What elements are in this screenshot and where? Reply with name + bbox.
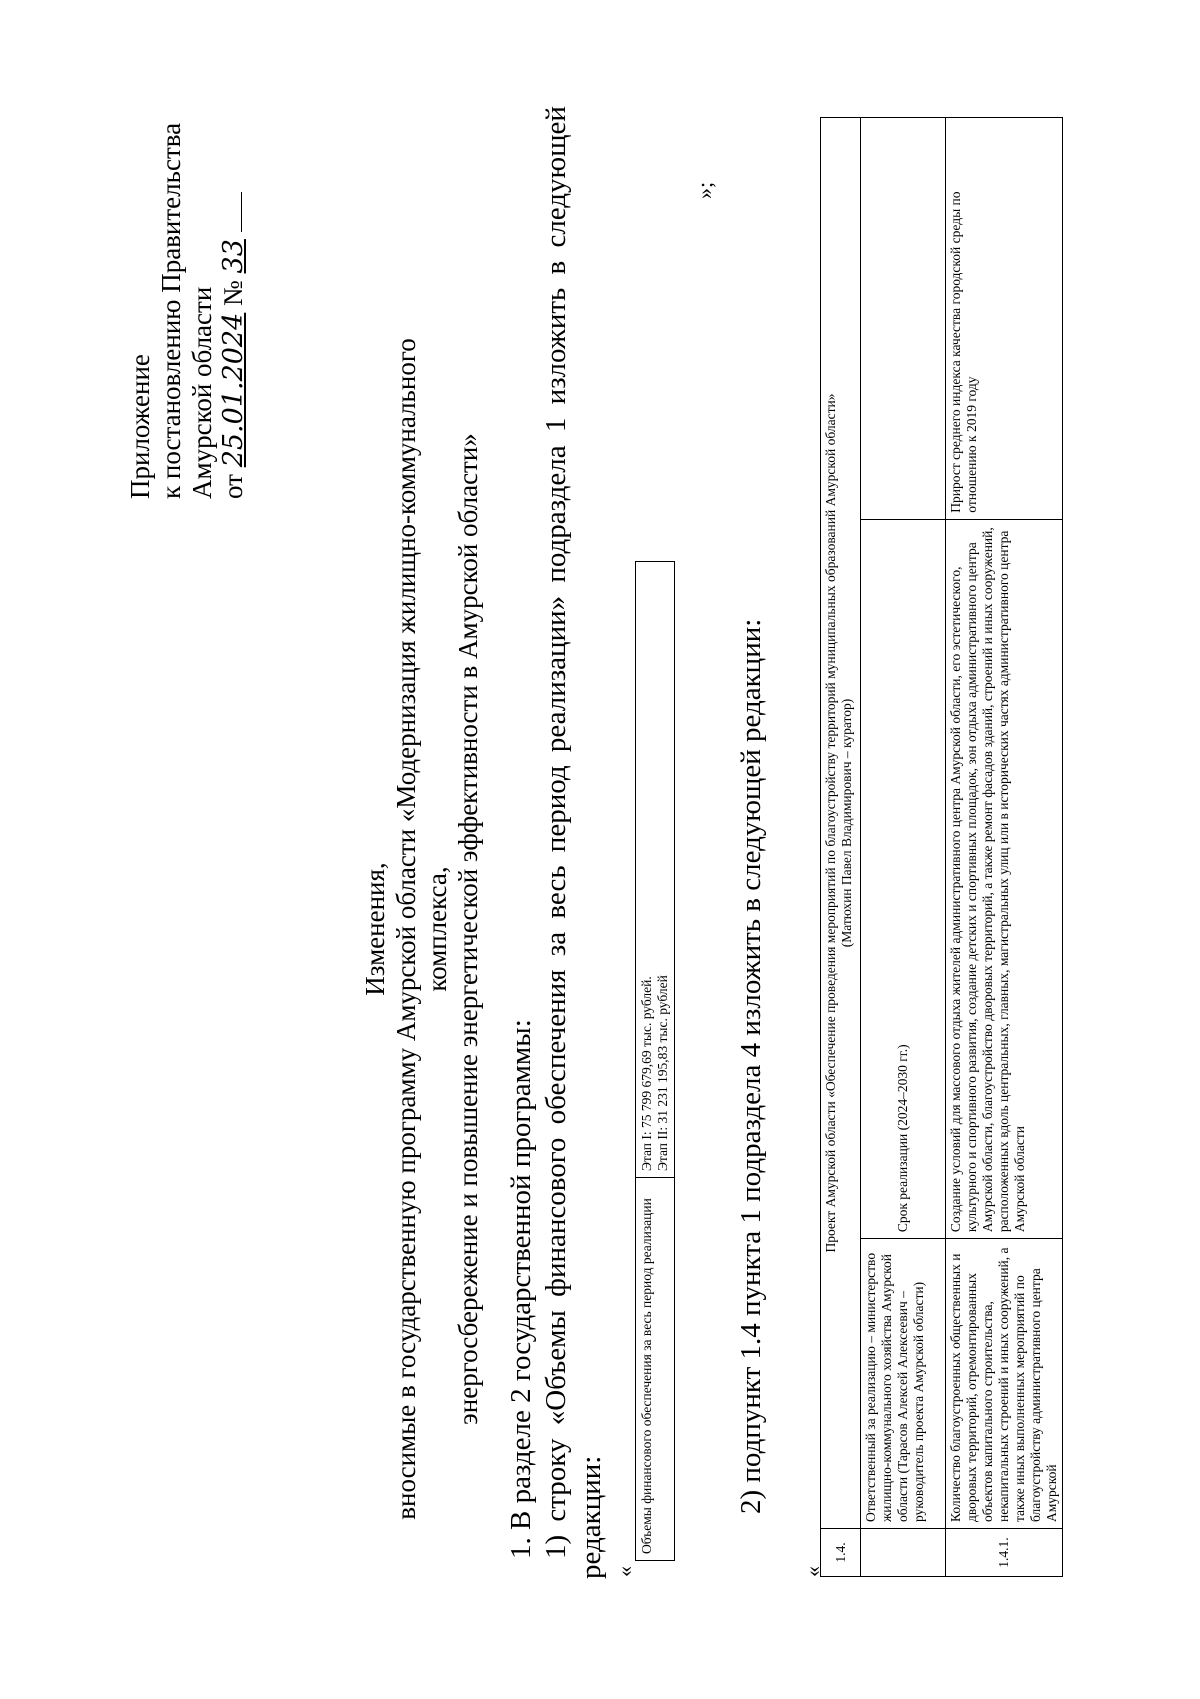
indicator-cell: Количество благоустроенных общественных и дворовых территорий, отремонтированных объектов капитального строительства, некапитальных строений и иных сооружений, а также иных выполненных мероприятий по благоустройству административного центра Амурской: [946, 1239, 1063, 1529]
appendix-header: [125, 123, 249, 499]
appendix-date-line: [218, 123, 249, 499]
number-underline: [241, 192, 242, 232]
row-number-cell: 1.4.1.: [946, 1529, 1063, 1577]
term-cell: Срок реализации (2024–2030 гг.): [861, 519, 946, 1238]
date-prefix: от: [218, 474, 248, 499]
result-cell: Прирост среднего индекса качества городской среды по отношению к 2019 году: [946, 118, 1063, 520]
table-row: [636, 562, 675, 1561]
table-row: [861, 118, 946, 1577]
empty-cell: [861, 118, 946, 520]
quote-close: »;: [692, 181, 717, 199]
point-1-1: 1) строку «Объемы финансового обеспечения за весь период реализации» подраздела 1 изложить в следующей: [540, 106, 572, 1559]
table-row: [821, 118, 861, 1577]
responsible-cell: Ответственный за реализацию – министерство жилищно-коммунального хозяйства Амурской области (Тарасов Алексей Алексеевич – руководитель проекта Амурской области): [861, 1239, 946, 1529]
document-title: [360, 279, 484, 1579]
title-line-3: энергосбережение и повышение энергетической эффективности в Амурской области»: [453, 433, 483, 1425]
description-cell: Создание условий для массового отдыха жителей административного центра Амурской области, его эстетического, культурного и спортивного развития, создание детских и спортивных площадок, зон отдыха административного центра Амурской области, благоустройство дворовых территорий, а также ремонт фасадов зданий, строений и иных сооружений, расположенных вдоль центральных, главных, магистральных улиц или в исторических частях административного центра Амурской области: [946, 519, 1063, 1238]
title-line-2: вносимые в государственную программу Амурской области «Модернизация жилищно-коммунального комплекса,: [391, 338, 452, 1520]
handwritten-number: 33: [218, 239, 249, 274]
point-1: 1. В разделе 2 государственной программы:: [505, 1019, 537, 1559]
financing-values-cell: [636, 562, 675, 1178]
stage-2-amount: Этап II: 31 231 195,83 тыс. рублей: [655, 975, 670, 1171]
financing-label-cell: Объемы финансового обеспечения за весь период реализации: [636, 1178, 675, 1561]
handwritten-date: 25.01.2024: [218, 312, 249, 468]
row-number-cell: 1.4.: [821, 1529, 861, 1577]
project-curator: (Матюхин Павел Владимирович – куратор): [839, 698, 854, 948]
quote-open: «: [612, 1566, 637, 1577]
project-title: Проект Амурской области «Обеспечение проведения мероприятий по благоустройству территорий муниципальных образований Амурской области»: [823, 393, 838, 1253]
project-title-cell: [821, 118, 861, 1529]
number-label: №: [218, 280, 248, 306]
appendix-line-3: Амурской области: [187, 286, 217, 499]
project-table: [820, 117, 1063, 1577]
empty-cell: [861, 1529, 946, 1577]
stage-1-amount: Этап I: 75 799 679,69 тыс. рублей.: [639, 976, 654, 1171]
financing-table: [635, 561, 675, 1561]
quote-open: «: [800, 1566, 825, 1577]
appendix-line-2: к постановлению Правительства: [156, 122, 186, 499]
point-1-1-continuation: редакции:: [575, 1455, 607, 1579]
appendix-line-1: Приложение: [125, 354, 155, 499]
title-heading: Изменения,: [360, 862, 390, 996]
table-row: [946, 118, 1063, 1577]
point-2: 2) подпункт 1.4 пункта 1 подраздела 4 изложить в следующей редакции:: [735, 618, 767, 1514]
